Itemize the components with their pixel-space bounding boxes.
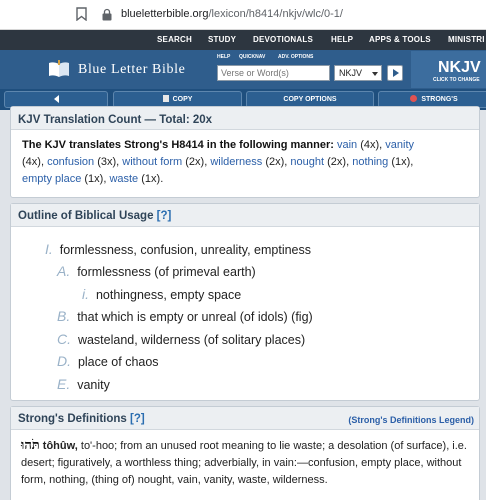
version-select[interactable]: NKJV [334, 65, 382, 81]
nav-search[interactable]: SEARCH [157, 35, 192, 44]
translation-word-link[interactable]: confusion [47, 156, 95, 168]
strongs-help-link[interactable]: [?] [130, 413, 145, 425]
translation-count: (2x), [182, 156, 211, 168]
search-go-button[interactable] [387, 65, 403, 81]
translation-word-link[interactable]: wilderness [210, 156, 263, 168]
nav-help[interactable]: HELP [331, 35, 354, 44]
outline-help-link[interactable]: [?] [156, 210, 172, 222]
address-url[interactable]: blueletterbible.org/lexicon/h8414/nkjv/wlc/0-1/ [121, 8, 343, 20]
bible-logo-icon[interactable] [48, 60, 70, 78]
transliteration: tôhûw, [42, 440, 78, 452]
outline-item: D. place of chaos [57, 353, 159, 369]
quicknav-link[interactable]: QUICKNAV [239, 54, 266, 60]
kjv-translation-panel [10, 106, 480, 198]
nav-study[interactable]: STUDY [208, 35, 237, 44]
translation-word-link[interactable]: waste [109, 173, 139, 185]
strongs-title: Strong's Definitions [?] [18, 413, 145, 425]
outline-item: E. vanity [57, 376, 110, 392]
translation-count: (1x). [138, 173, 164, 185]
advanced-options-link[interactable]: ADV. OPTIONS [278, 54, 314, 60]
outline-item: I. formlessness, confusion, unreality, emptiness [45, 241, 312, 257]
kjv-translation-title: KJV Translation Count — Total: 20x [18, 114, 213, 126]
bookmark-icon[interactable] [76, 7, 87, 21]
strongs-definition-text: תֹּהוּ tôhûw, to'-hoo; from an unused root meaning to lie waste; a desolation (of surface), i.e. desert; figuratively, a worthless thing; adverbially, in vain:—confusion, empty place, without form, nothing, (thing of) nought, vain, vanity, waste, wilderness. [21, 438, 467, 486]
version-badge[interactable]: NKJV CLICK TO CHANGE [411, 51, 486, 88]
translation-count: (2x), [324, 156, 353, 168]
search-input[interactable] [217, 65, 330, 81]
translation-count: (1x), [388, 156, 414, 168]
outline-item: i. nothingness, empty space [82, 286, 242, 302]
lock-icon[interactable] [101, 8, 113, 21]
top-navigation [0, 30, 486, 50]
translation-count: (4x), [357, 139, 386, 151]
outline-panel [10, 203, 480, 401]
outline-item: B. that which is empty or unreal (of idols) (fig) [57, 308, 313, 324]
outline-title: Outline of Biblical Usage [?] [18, 210, 172, 222]
translation-word-link[interactable]: vanity [385, 139, 415, 151]
translation-count: (3x), [94, 156, 123, 168]
no-symbol-icon [410, 95, 417, 102]
site-logo-text[interactable]: Blue Letter Bible [78, 62, 186, 77]
copy-options-button[interactable]: COPY OPTIONS [246, 91, 374, 108]
strongs-toggle-button[interactable]: STRONG'S [378, 91, 486, 108]
strongs-definitions-panel [10, 406, 480, 500]
copy-button[interactable]: COPY [113, 91, 242, 108]
translation-word-link[interactable]: nothing [352, 156, 389, 168]
nav-devotionals[interactable]: DEVOTIONALS [253, 35, 313, 44]
help-link[interactable]: HELP [217, 54, 231, 60]
kjv-translation-text: The KJV translates Strong's H8414 in the following manner: vain (4x), vanity (4x), confusion (3x), without form (2x), wilderness (2x), nought (2x), nothing (1x), empty place (1x), waste (1x). [22, 139, 415, 185]
translation-word-link[interactable]: nought [290, 156, 325, 168]
translation-word-link[interactable]: without form [122, 156, 183, 168]
nav-apps-tools[interactable]: APPS & TOOLS [369, 35, 431, 44]
outline-item: C. wasteland, wilderness (of solitary places) [57, 331, 306, 347]
nav-ministries[interactable]: MINISTRI [448, 35, 485, 44]
chevron-down-icon [372, 72, 378, 76]
translation-word-link[interactable]: vain [336, 139, 358, 151]
browser-address-bar [0, 0, 486, 30]
outline-item: A. formlessness (of primeval earth) [57, 263, 256, 279]
arrow-left-icon [54, 95, 59, 103]
copy-icon [163, 95, 169, 102]
translation-count: (2x), [262, 156, 291, 168]
translation-count: (4x), [22, 156, 48, 168]
hebrew-word: תֹּהוּ [21, 438, 40, 453]
strongs-legend-link[interactable]: (Strong's Definitions Legend) [348, 415, 474, 425]
translation-word-link[interactable]: empty place [22, 173, 82, 185]
translation-count: (1x), [81, 173, 110, 185]
